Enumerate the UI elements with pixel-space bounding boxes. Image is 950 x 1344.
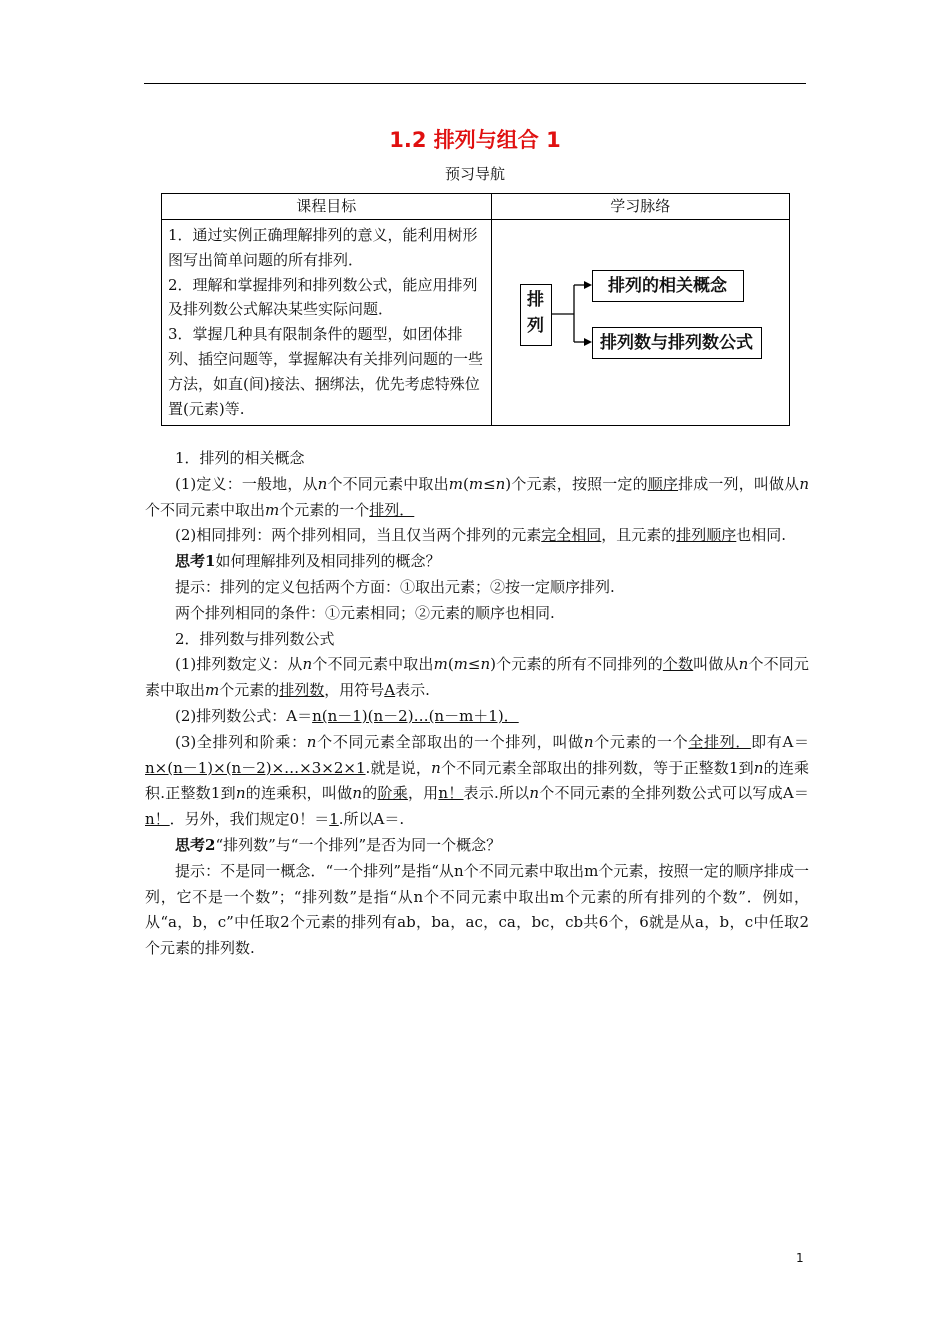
formula-expression: n(n－1)(n－2)…(n－m＋1)． — [312, 706, 519, 725]
think-question-1 — [145, 549, 809, 575]
text-run: 个元素的 — [219, 681, 280, 700]
text-run: (1)定义：一般地，从 — [175, 474, 318, 493]
goals-table — [161, 193, 790, 426]
underlined-term: 阶乘 — [377, 784, 408, 803]
hint-paragraph: 提示：排列的定义包括两个方面：①取出元素；②按一定顺序排列. — [175, 577, 615, 596]
text-run: 表示. — [395, 681, 430, 700]
text-run: (2)相同排列：两个排列相同，当且仅当两个排列的元素 — [175, 526, 542, 545]
text-run: 个不同元素全部取出的一个排列，叫做 — [316, 732, 584, 751]
condition: m≤n — [453, 655, 491, 674]
same-permutation-paragraph — [145, 523, 809, 549]
table-row — [162, 220, 790, 426]
structure-diagram — [491, 220, 789, 426]
text-run: (3)全排列和阶乘： — [175, 732, 307, 751]
text-run: 个不同元素中取出 — [327, 474, 449, 493]
text-run: 个不同元素全部取出的排列数，等于正整数1到 — [440, 758, 754, 777]
underlined-term: 顺序 — [647, 474, 679, 493]
hint-paragraph: 提示：不是同一概念．“一个排列”是指“从n个不同元素中取出m个元素，按照一定的顺序排成一列，它不是一个数”；“排列数”是指“从n个不同元素中取出m个元素的所有排列的个数”．例如，从“a，b，c”中任取2个元素的排列有ab，ba，ac，ca，bc，cb共6个，6就是从a，b，c中任取2个元素的排列数. — [145, 861, 809, 958]
var-n: n — [583, 732, 594, 751]
goal-item: 3．掌握几种具有限制条件的题型，如团体排列、插空问题等，掌握解决有关排列问题的一些方法，如直(间)接法、捆绑法，优先考虑特殊位置(元素)等. — [168, 325, 484, 418]
underlined-term: 1 — [329, 810, 339, 829]
underlined-term: 全排列． — [688, 732, 752, 751]
var-n: n — [317, 474, 328, 493]
text-run: 个元素，按照一定的 — [511, 474, 648, 493]
definition-paragraph — [145, 472, 809, 524]
var-n: n — [352, 784, 363, 803]
diagram-node-concepts: 排列的相关概念 — [592, 270, 744, 302]
text-run: ，用符号 — [324, 681, 385, 700]
text-run: 叫做从 — [693, 655, 739, 674]
text-run: 表示.所以 — [463, 784, 530, 803]
col-header-goals: 课程目标 — [162, 194, 492, 220]
page-title: 1.2 排列与组合 1 — [389, 128, 561, 152]
think-question-2 — [145, 833, 809, 859]
text-run: 个不同元素的全排列数公式可以写成A＝ — [539, 784, 809, 803]
var-n: n — [753, 758, 764, 777]
var-m: m — [433, 655, 448, 674]
section-subtitle: 预习导航 — [444, 165, 505, 183]
think-label: 思考1 — [175, 552, 216, 571]
text-run: ) — [490, 655, 496, 674]
var-m: m — [265, 500, 280, 519]
var-n: n — [302, 655, 313, 674]
section-heading-1: 1．排列的相关概念 — [175, 449, 305, 467]
section-heading-2: 2．排列数与排列数公式 — [175, 629, 335, 648]
diagram-root-node: 排列 — [520, 284, 552, 346]
diagram-node-formula: 排列数与排列数公式 — [592, 327, 762, 359]
text-run: 个元素的一个 — [279, 500, 370, 519]
text-run: 的 — [362, 784, 378, 803]
text-run: 的连乘积，叫做 — [245, 784, 353, 803]
col-header-structure: 学习脉络 — [491, 194, 789, 220]
text-run: ，用 — [407, 784, 439, 803]
underlined-term: n！ — [438, 784, 464, 803]
var-m: m — [448, 474, 463, 493]
underlined-term: A — [384, 681, 396, 700]
table-header-row — [162, 194, 790, 220]
var-n: n — [306, 732, 317, 751]
text-run: 如何理解排列及相同排列的概念？ — [215, 552, 441, 571]
text-run: 即有A＝ — [751, 732, 809, 751]
var-n: n — [738, 655, 749, 674]
page-number: 1 — [796, 1251, 804, 1265]
text-run: 排成一列，叫做从 — [678, 474, 800, 493]
text-run: ( — [462, 474, 469, 493]
formula-expression: n×(n－1)×(n－2)×…×3×2×1 — [145, 758, 366, 777]
text-run: (1)排列数定义：从 — [175, 655, 303, 674]
hint-paragraph: 两个排列相同的条件：①元素相同；②元素的顺序也相同. — [175, 603, 555, 622]
var-n: n — [529, 784, 540, 803]
header-rule — [144, 83, 806, 84]
goal-item: 2．理解和掌握排列和排列数公式，能应用排列及排列数公式解决某些实际问题． — [168, 275, 478, 319]
var-n: n — [431, 758, 441, 777]
underlined-term: 完全相同 — [541, 526, 602, 545]
var-m: m — [205, 681, 220, 700]
underlined-term: 排列数 — [279, 681, 325, 700]
text-run: .所以A＝. — [338, 810, 405, 829]
text-run: (2)排列数公式：A＝ — [175, 706, 313, 725]
permutation-formula — [145, 704, 809, 730]
text-run: ，且元素的 — [601, 526, 677, 545]
think-label: 思考2 — [175, 835, 216, 854]
text-run: 的连乘积.正整数1到 — [145, 758, 809, 803]
text-run: ) — [505, 474, 512, 493]
text-run: 也相同. — [736, 526, 787, 545]
text-run: 个不同元素中取出 — [145, 500, 266, 519]
text-run: .就是说， — [365, 758, 432, 777]
text-run: 个元素的所有不同排列的 — [495, 655, 663, 674]
text-run: 个不同元素中取出 — [145, 655, 809, 700]
underlined-term: 排列． — [369, 500, 415, 519]
goals-cell — [162, 220, 492, 426]
underlined-term: 个数 — [662, 655, 694, 674]
underlined-term: n！ — [145, 810, 170, 829]
goal-item: 1．通过实例正确理解排列的意义，能利用树形图写出简单问题的所有排列． — [168, 226, 478, 269]
var-n: n — [235, 784, 246, 803]
main-content — [145, 446, 809, 962]
condition: m≤n — [468, 474, 506, 493]
permutation-number-definition — [145, 652, 809, 704]
factorial-paragraph — [145, 730, 809, 833]
var-n: n — [799, 474, 809, 493]
text-run: “排列数”与“一个排列”是否为同一个概念？ — [215, 835, 502, 854]
text-run: 个元素的一个 — [593, 732, 689, 751]
underlined-term: 排列顺序 — [676, 526, 737, 545]
text-run: ( — [447, 655, 454, 674]
text-run: 个不同元素中取出 — [312, 655, 434, 674]
text-run: ．另外，我们规定0！＝ — [169, 810, 330, 829]
